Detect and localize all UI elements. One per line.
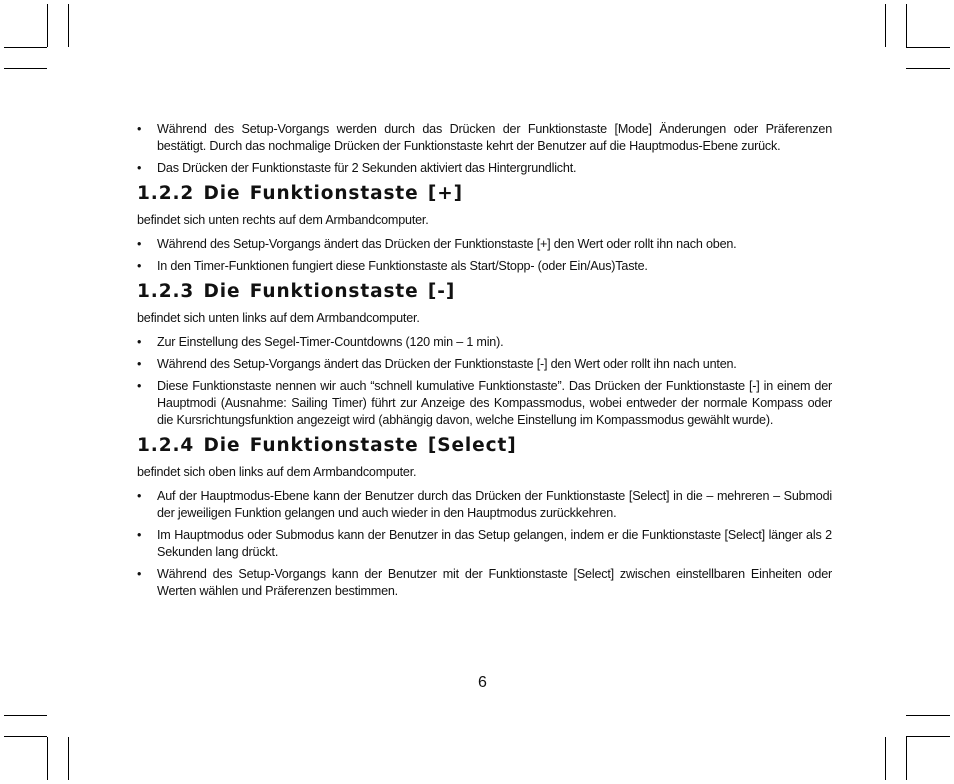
section-heading: 1.2.2 Die Funktionstaste [+]	[137, 183, 464, 204]
crop-mark	[885, 4, 886, 47]
crop-mark	[906, 715, 950, 716]
list-item: • Während des Setup-Vorgangs kann der Benutzer mit der Funktionstaste [Select] zwischen einstellbaren Einheiten oder Werten wählen und Präferenzen bestimmen.	[137, 566, 832, 600]
crop-mark	[885, 737, 886, 780]
crop-mark	[906, 47, 950, 48]
crop-mark	[47, 4, 48, 47]
list-item: • In den Timer-Funktionen fungiert diese Funktionstaste als Start/Stopp- (oder Ein/Aus)Taste.	[137, 258, 832, 275]
section-location: befindet sich oben links auf dem Armbandcomputer.	[137, 465, 417, 479]
intro-bullet-list	[137, 121, 832, 177]
section-location: befindet sich unten links auf dem Armbandcomputer.	[137, 311, 420, 325]
crop-mark	[68, 4, 69, 47]
list-item: • Auf der Hauptmodus-Ebene kann der Benutzer durch das Drücken der Funktionstaste [Select] in die – mehreren – Submodi der jeweiligen Funktion gelangen und auch wieder in den Hauptmodus zurückkehren.	[137, 488, 832, 522]
bullet-list	[137, 236, 832, 275]
list-item: • Im Hauptmodus oder Submodus kann der Benutzer in das Setup gelangen, indem er die Funktionstaste [Select] länger als 2 Sekunden lang drückt.	[137, 527, 832, 561]
crop-mark	[906, 737, 907, 780]
crop-mark	[4, 736, 47, 737]
crop-mark	[4, 68, 47, 69]
crop-mark	[4, 715, 47, 716]
page-content	[137, 121, 832, 605]
crop-mark	[68, 737, 69, 780]
list-item: • Während des Setup-Vorgangs werden durch das Drücken der Funktionstaste [Mode] Änderungen oder Präferenzen bestätigt. Durch das nochmalige Drücken der Funktionstaste kehrt der Benutzer auf die Hauptmodus-Ebene zurück.	[137, 121, 832, 155]
list-item: • Zur Einstellung des Segel-Timer-Countdowns (120 min – 1 min).	[137, 334, 832, 351]
list-item: • Das Drücken der Funktionstaste für 2 Sekunden aktiviert das Hintergrundlicht.	[137, 160, 832, 177]
section-heading: 1.2.3 Die Funktionstaste [-]	[137, 281, 456, 302]
bullet-list	[137, 334, 832, 429]
page-number: 6	[478, 674, 487, 691]
section-heading: 1.2.4 Die Funktionstaste [Select]	[137, 435, 517, 456]
crop-mark	[906, 4, 907, 47]
crop-mark	[4, 47, 47, 48]
list-item: • Während des Setup-Vorgangs ändert das Drücken der Funktionstaste [+] den Wert oder rollt ihn nach oben.	[137, 236, 832, 253]
crop-mark	[906, 68, 950, 69]
list-item: • Während des Setup-Vorgangs ändert das Drücken der Funktionstaste [-] den Wert oder rollt ihn nach unten.	[137, 356, 832, 373]
crop-mark	[47, 737, 48, 780]
bullet-list	[137, 488, 832, 600]
list-item: • Diese Funktionstaste nennen wir auch “schnell kumulative Funktionstaste”. Das Drücken der Funktionstaste [-] in einem der Hauptmodi (Ausnahme: Sailing Timer) führt zur Anzeige des Kompassmodus, wobei entweder der normale Kompass oder die Kursrichtungsfunktion angezeigt wird (abhängig davon, welche Einstellung im Kompassmodus gewählt wurde).	[137, 378, 832, 429]
crop-mark	[906, 736, 950, 737]
section-location: befindet sich unten rechts auf dem Armbandcomputer.	[137, 213, 429, 227]
